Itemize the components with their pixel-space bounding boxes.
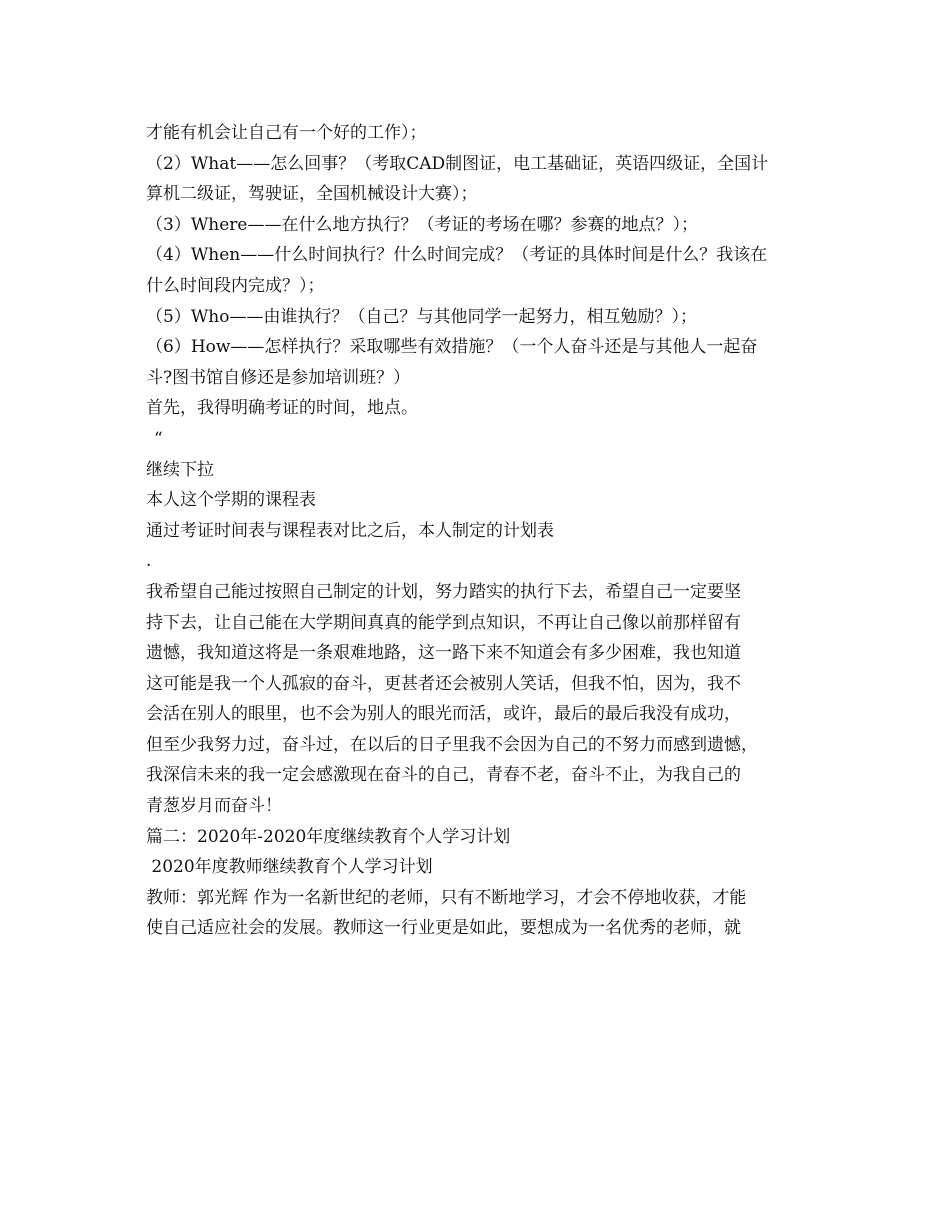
text-line: 遗憾，我知道这将是一条艰难地路，这一路下来不知道会有多少困难，我也知道 bbox=[146, 643, 741, 664]
text-line: （5）Who——由谁执行？（自己？与其他同学一起努力，相互勉励？）； bbox=[146, 306, 697, 327]
section-heading: 篇二：2020年-2020年度继续教育个人学习计划 bbox=[146, 826, 511, 847]
text-line: 但至少我努力过，奋斗过，在以后的日子里我不会因为自己的不努力而感到遗憾， bbox=[146, 734, 758, 755]
text-line: . bbox=[146, 551, 152, 572]
text-line: 我希望自己能过按照自己制定的计划，努力踏实的执行下去，希望自己一定要坚 bbox=[146, 581, 741, 602]
text-line: 什么时间段内完成？）； bbox=[146, 275, 325, 296]
text-line: 青葱岁月而奋斗！ bbox=[146, 796, 282, 817]
text-line: 算机二级证，驾驶证，全国机械设计大赛）； bbox=[146, 184, 478, 205]
text-line: “ bbox=[154, 428, 163, 449]
text-line: （3）Where——在什么地方执行？（考证的考场在哪？参赛的地点？）； bbox=[146, 214, 698, 235]
text-line: （2）What——怎么回事？（考取CAD制图证，电工基础证，英语四级证，全国计 bbox=[146, 153, 769, 174]
document-body bbox=[146, 118, 816, 944]
text-line: 才能有机会让自己有一个好的工作）； bbox=[146, 123, 427, 143]
text-line: 通过考证时间表与课程表对比之后，本人制定的计划表 bbox=[146, 520, 554, 541]
text-line: 我深信未来的我一定会感激现在奋斗的自己，青春不老，奋斗不止，为我自己的 bbox=[146, 765, 741, 786]
text-line: 斗?图书馆自修还是参加培训班？） bbox=[146, 367, 411, 388]
section-subheading: 2020年度教师继续教育个人学习计划 bbox=[146, 857, 433, 878]
text-line: 使自己适应社会的发展。教师这一行业更是如此，要想成为一名优秀的老师，就 bbox=[146, 918, 741, 939]
text-line: （4）When——什么时间执行？什么时间完成？（考证的具体时间是什么？我该在 bbox=[146, 245, 768, 266]
text-line: 教师：郭光辉 作为一名新世纪的老师，只有不断地学习，才会不停地收获，才能 bbox=[146, 887, 747, 908]
text-line: 本人这个学期的课程表 bbox=[146, 490, 316, 511]
text-line: 持下去，让自己能在大学期间真真的能学到点知识，不再让自己像以前那样留有 bbox=[146, 612, 741, 633]
text-line: （6）How——怎样执行？采取哪些有效措施？（一个人奋斗还是与其他人一起奋 bbox=[146, 337, 758, 358]
text-line: 会活在别人的眼里，也不会为别人的眼光而活，或许，最后的最后我没有成功， bbox=[146, 704, 741, 725]
text-line: 首先，我得明确考证的时间，地点。 bbox=[146, 398, 418, 419]
text-line: 这可能是我一个人孤寂的奋斗，更甚者还会被别人笑话，但我不怕，因为，我不 bbox=[146, 673, 741, 694]
text-line: 继续下拉 bbox=[146, 459, 214, 480]
